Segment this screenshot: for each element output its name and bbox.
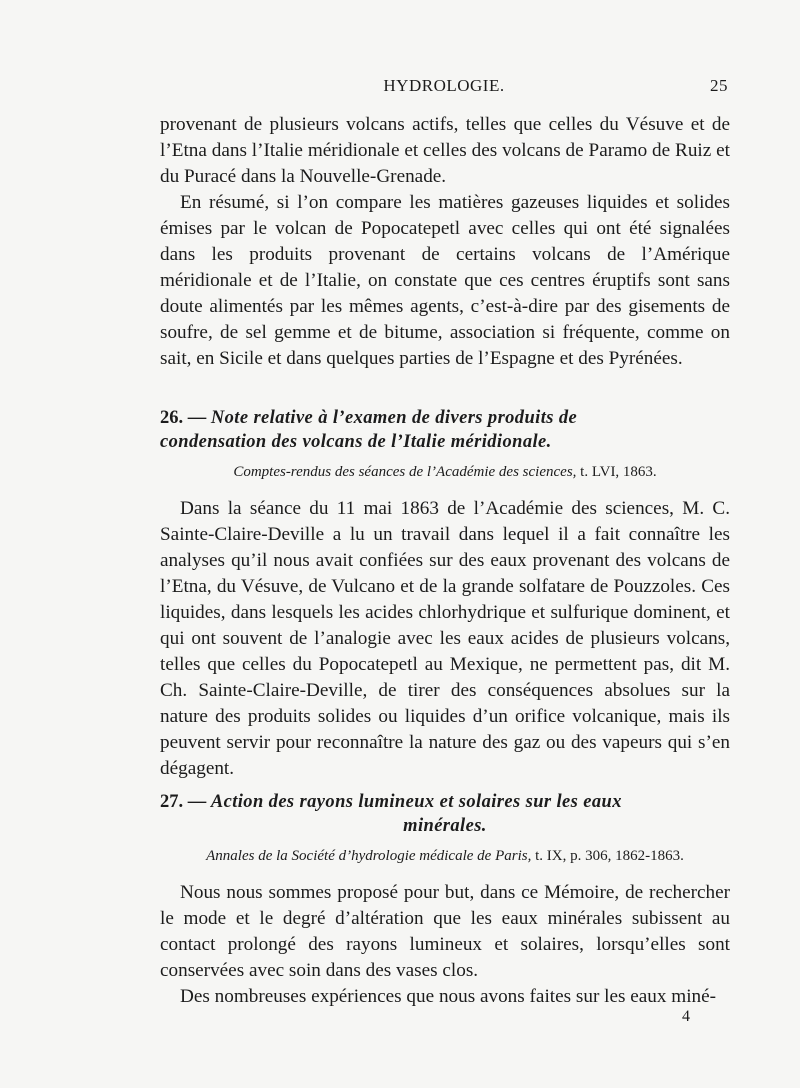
running-title: HYDROLOGIE. bbox=[383, 76, 505, 95]
paragraph-summary: En résumé, si l’on compare les matières gazeuses liquides et solides émises par le volcan de Popocatepetl avec celles qui ont été signalées dans les produits provenant de certains volcans de l’Amérique méridionale et de l’Italie, on constate que ces centres éruptifs sont sans doute alimentés par les mêmes agents, c’est-à-dire par des gisements de soufre, de sel gemme et de bitume, association si fréquente, comme on sait, en Sicile et dans quelques parties de l’Espagne et des Pyrénées. bbox=[160, 192, 730, 369]
citation-27-ref: t. IX, p. 306, 1862-1863. bbox=[535, 848, 684, 864]
section-heading-26 bbox=[160, 406, 730, 454]
section-number-26: 26. — bbox=[160, 408, 207, 428]
section-heading-27 bbox=[160, 790, 730, 838]
citation-26 bbox=[160, 462, 730, 482]
citation-26-title: Comptes-rendus des séances de l’Académie des sciences, bbox=[233, 464, 577, 480]
citation-27-title: Annales de la Société d’hydrologie médicale de Paris, bbox=[206, 848, 532, 864]
paragraph-seance: Dans la séance du 11 mai 1863 de l’Académie des sciences, M. C. Sainte-Claire-Deville a lu un travail dans lequel il a fait connaître les analyses qu’il nous avait confiées sur des eaux provenant des volcans de l’Etna, du Vésuve, de Vulcano et de la grande solfatare de Pouzzoles. Ces liquides, dans lesquels les acides chlorhydrique et sulfurique dominent, et qui ont souvent de l’analogie avec les eaux acides de plusieurs volcans, telles que celles du Popocatepetl au Mexique, ne permettent pas, dit M. Ch. Sainte-Claire-Deville, de tirer des conséquences absolues sur la nature des produits solides ou liquides d’un orifice volcanique, mais ils peuvent servir pour reconnaître la nature des gaz ou des vapeurs qui s’en dégagent. bbox=[160, 498, 730, 779]
section-title-27-line1: Action des rayons lumineux et solaires sur les eaux bbox=[210, 792, 622, 812]
section-title-26-line2: condensation des volcans de l’Italie méridionale. bbox=[160, 432, 552, 452]
citation-26-ref: t. LVI, 1863. bbox=[580, 464, 657, 480]
citation-27 bbox=[160, 846, 730, 866]
page-number: 25 bbox=[710, 76, 728, 95]
paragraph-memoire: Nous nous sommes proposé pour but, dans ce Mémoire, de rechercher le mode et le degré d’altération que les eaux minérales subissent au contact prolongé des rayons lumineux et solaires, lorsqu’elles sont conservées avec soin dans des vases clos. bbox=[160, 882, 730, 981]
running-head bbox=[160, 76, 728, 100]
paragraph-experiences: Des nombreuses expériences que nous avons faites sur les eaux miné- bbox=[180, 986, 717, 1007]
section-title-27-line2: minérales. bbox=[403, 816, 487, 836]
paragraph-continuation: provenant de plusieurs volcans actifs, telles que celles du Vésuve et de l’Etna dans l’Italie méridionale et celles des volcans de Paramo de Ruiz et du Puracé dans la Nouvelle-Grenade. bbox=[160, 114, 730, 187]
section-title-26-line1: Note relative à l’examen de divers produits de bbox=[210, 408, 578, 428]
signature-mark: 4 bbox=[682, 1008, 690, 1025]
section-number-27: 27. — bbox=[160, 792, 207, 812]
